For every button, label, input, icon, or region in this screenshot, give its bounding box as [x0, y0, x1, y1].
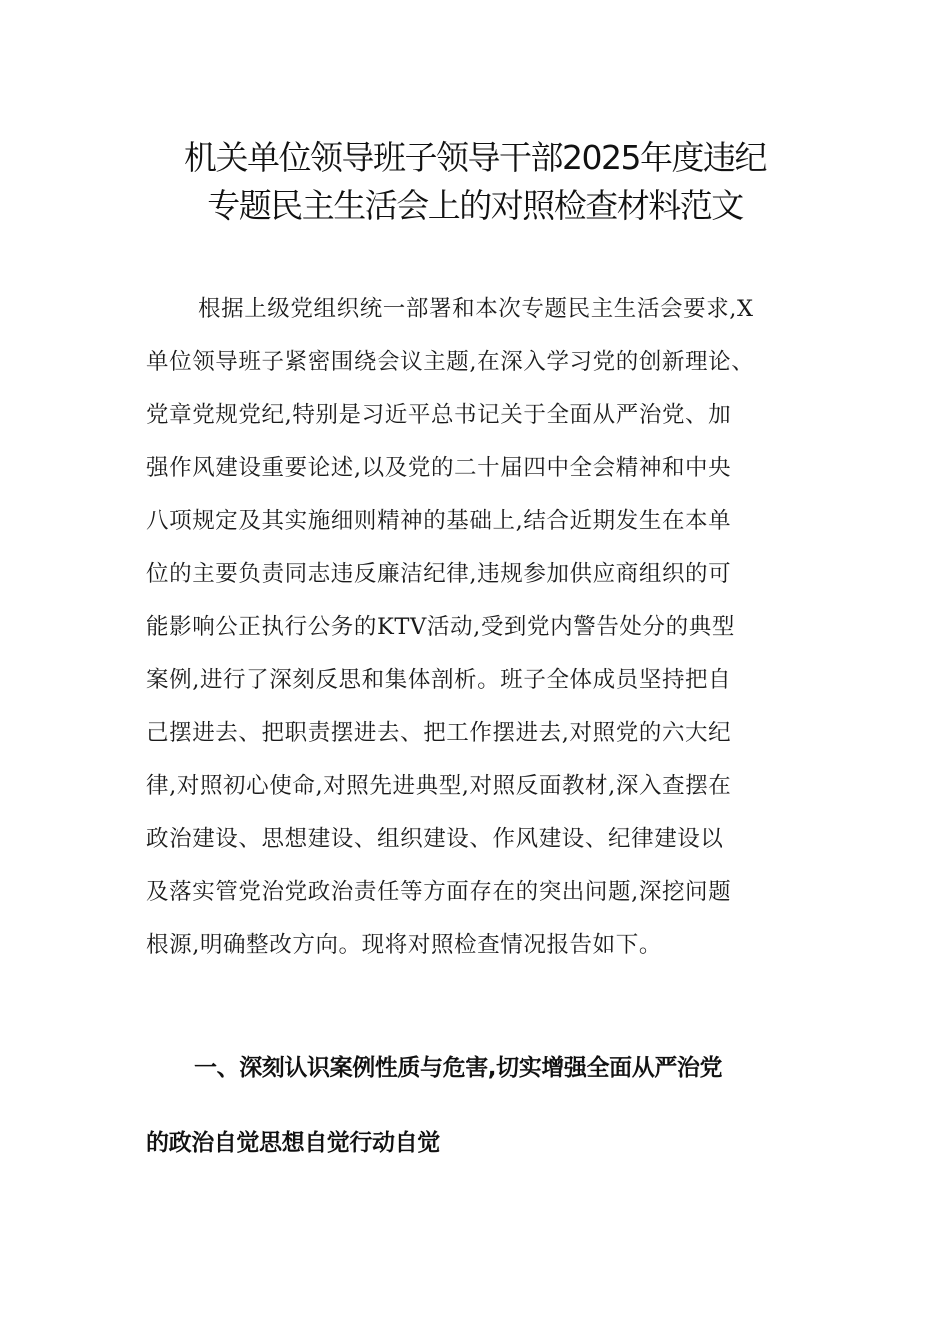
intro-paragraph-line: 位的主要负责同志违反廉洁纪律,违规参加供应商组织的可 [146, 561, 732, 587]
intro-paragraph-line: 强作风建设重要论述,以及党的二十届四中全会精神和中央 [146, 455, 732, 481]
intro-paragraph-line: 及落实管党治党政治责任等方面存在的突出问题,深挖问题 [146, 879, 732, 905]
intro-paragraph-line: 己摆进去、把职责摆进去、把工作摆进去,对照党的六大纪 [146, 720, 732, 746]
intro-paragraph-line: 党章党规党纪,特别是习近平总书记关于全面从严治党、加 [146, 402, 732, 428]
intro-paragraph-line: 根源,明确整改方向。现将对照检查情况报告如下。 [146, 932, 662, 958]
intro-paragraph-line: 单位领导班子紧密围绕会议主题,在深入学习党的创新理论、 [146, 349, 755, 375]
section-heading-line-1: 一、深刻认识案例性质与危害,切实增强全面从严治党 [194, 1055, 723, 1081]
intro-paragraph-line: 八项规定及其实施细则精神的基础上,结合近期发生在本单 [146, 508, 732, 534]
intro-paragraph-line: 案例,进行了深刻反思和集体剖析。班子全体成员坚持把自 [146, 667, 732, 693]
intro-paragraph-line: 根据上级党组织统一部署和本次专题民主生活会要求,X [198, 296, 754, 322]
document-title-line-1: 机关单位领导班子领导干部2025年度违纪 [184, 138, 766, 177]
section-heading-line-2: 的政治自觉思想自觉行动自觉 [146, 1130, 440, 1156]
intro-paragraph-line: 能影响公正执行公务的KTV活动,受到党内警告处分的典型 [146, 614, 735, 640]
intro-paragraph-line: 政治建设、思想建设、组织建设、作风建设、纪律建设以 [146, 826, 724, 852]
document-title-line-2: 专题民主生活会上的对照检查材料范文 [207, 186, 743, 225]
intro-paragraph-line: 律,对照初心使命,对照先进典型,对照反面教材,深入查摆在 [146, 773, 732, 799]
